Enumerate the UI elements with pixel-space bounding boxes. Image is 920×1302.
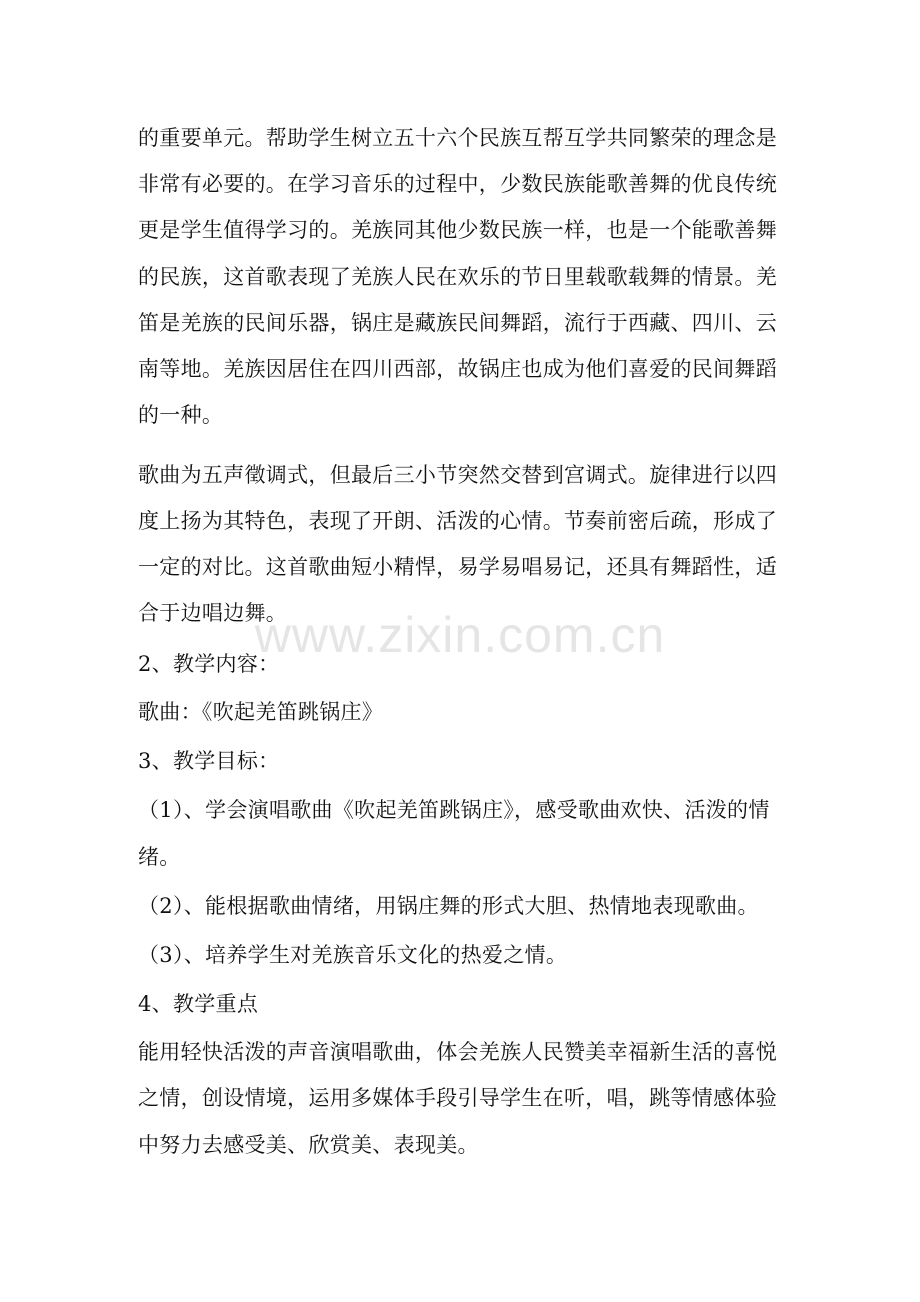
text-line: 合于边唱边舞。 [138,601,288,625]
text-line: 之情，创设情境，运用多媒体手段引导学生在听，唱，跳等情感体验 [138,1086,777,1110]
text-line: 更是学生值得学习的。羌族同其他少数民族一样，也是一个能歌善舞 [138,218,777,242]
text-line: 绪。 [138,845,181,869]
text-line: 歌曲为五声徵调式，但最后三小节突然交替到宫调式。旋律进行以四 [138,463,777,487]
list-item: （2）、能根据歌曲情绪，用锅庄舞的形式大胆、热情地表现歌曲。 [138,894,759,918]
text-line: 笛是羌族的民间乐器，锅庄是藏族民间舞蹈，流行于西藏、四川、云 [138,311,777,335]
list-item: （3）、培养学生对羌族音乐文化的热爱之情。 [138,943,568,967]
watermark: www.zixin.com.cn [254,607,666,663]
section-heading: 3、教学目标： [138,749,280,773]
section-heading: 2、教学内容： [138,652,280,676]
list-item: （1）、学会演唱歌曲《吹起羌笛跳锅庄》，感受歌曲欢快、活泼的情 [138,798,770,822]
text-line: 的一种。 [138,403,224,427]
text-line: 的重要单元。帮助学生树立五十六个民族互帮互学共同繁荣的理念是 [138,126,777,150]
text-line: 能用轻快活泼的声音演唱歌曲，体会羌族人民赞美幸福新生活的喜悦 [138,1040,777,1064]
text-line: 中努力去感受美、欣赏美、表现美。 [138,1133,479,1157]
text-line: 一定的对比。这首歌曲短小精悍，易学易唱易记，还具有舞蹈性，适 [138,555,777,579]
text-line: 歌曲：《吹起羌笛跳锅庄》 [138,700,384,724]
text-line: 的民族，这首歌表现了羌族人民在欢乐的节日里载歌载舞的情景。羌 [138,265,777,289]
text-line: 度上扬为其特色，表现了开朗、活泼的心情。节奏前密后疏，形成了 [138,509,777,533]
text-line: 南等地。羌族因居住在四川西部，故锅庄也成为他们喜爱的民间舞蹈 [138,357,777,381]
text-line: 非常有必要的。在学习音乐的过程中，少数民族能歌善舞的优良传统 [138,172,777,196]
section-heading: 4、教学重点 [138,992,259,1016]
